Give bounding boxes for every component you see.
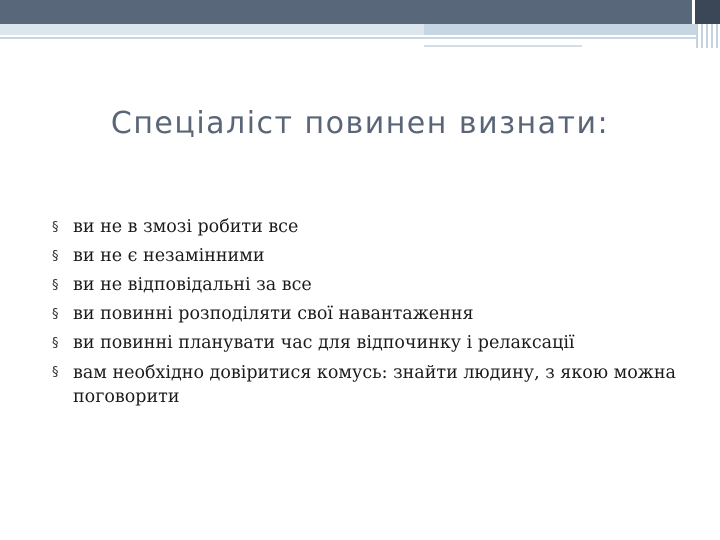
top-stripe-accent <box>424 24 720 35</box>
list-item <box>52 300 682 329</box>
list-item-text: ви не відповідальні за все <box>73 275 312 295</box>
list-item-text: вам необхідно довіритися комусь: знайти людину, з якою можна поговорити <box>73 363 676 407</box>
list-item <box>52 242 682 271</box>
bullet-marker-icon: § <box>52 365 59 380</box>
bullet-marker-icon: § <box>52 278 59 293</box>
list-item-text: ви повинні розподіляти свої навантаження <box>73 304 474 324</box>
bullet-marker-icon: § <box>52 249 59 264</box>
top-banner-divider <box>692 0 695 24</box>
bullet-marker-icon: § <box>52 220 59 235</box>
list-item <box>52 358 682 409</box>
top-banner <box>0 0 720 24</box>
decorative-line <box>0 37 706 39</box>
list-item <box>52 213 682 242</box>
decorative-line-short <box>424 45 582 47</box>
bullet-marker-icon: § <box>52 336 59 351</box>
list-item <box>52 271 682 300</box>
list-item-text: ви повинні планувати час для відпочинку і релаксації <box>73 333 575 353</box>
corner-decoration <box>696 24 720 48</box>
list-item-text: ви не є незамінними <box>73 246 265 266</box>
top-banner-accent <box>692 0 720 24</box>
bullet-marker-icon: § <box>52 307 59 322</box>
slide-title: Спеціаліст повинен визнати: <box>110 106 610 141</box>
list-item <box>52 329 682 358</box>
list-item-text: ви не в змозі робити все <box>73 217 299 237</box>
bullet-list <box>52 213 682 409</box>
